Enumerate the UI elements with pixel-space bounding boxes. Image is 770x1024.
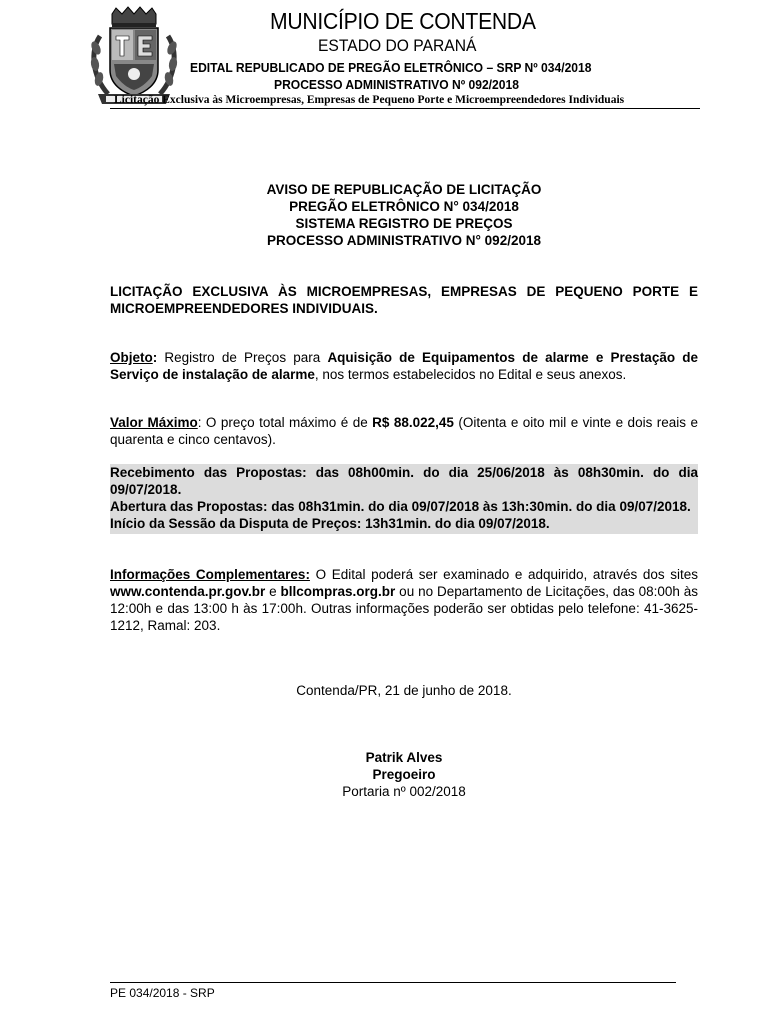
valor-pre: : O preço total máximo é de [197,415,373,430]
dates-highlight-box [110,464,698,534]
site-bllcompras-link[interactable]: bllcompras.org.br [280,584,396,599]
title-line-3: SISTEMA REGISTRO DE PREÇOS [295,216,513,231]
footer-text: PE 034/2018 - SRP [110,986,215,1000]
signer-name: Patrik Alves [365,750,443,765]
signer-role: Pregoeiro [372,767,436,782]
header-divider [110,108,700,109]
objeto-post: , nos termos estabelecidos no Edital e seus anexos. [314,367,627,382]
site-contenda-link[interactable]: www.contenda.pr.gov.br [110,584,266,599]
header-processo: PROCESSO ADMINISTRATIVO Nº 092/2018 [274,77,519,92]
recebimento-line: Recebimento das Propostas: das 08h00min. do dia 25/06/2018 às 08h30min. do dia 09/07/2018. [110,465,698,497]
title-line-4: PROCESSO ADMINISTRATIVO N° 092/2018 [267,233,541,248]
inicio-line: Início da Sessão da Disputa de Preços: 13h31min. do dia 09/07/2018. [110,516,550,531]
header-exclusiva: Licitação Exclusiva às Microempresas, Empresas de Pequeno Porte e Microempreendedores Individuais [114,94,625,106]
objeto-sep: : [152,350,158,365]
header-edital: EDITAL REPUBLICADO DE PREGÃO ELETRÔNICO – SRP Nº 034/2018 [190,60,592,75]
exclusiva-paragraph: LICITAÇÃO EXCLUSIVA ÀS MICROEMPRESAS, EMPRESAS DE PEQUENO PORTE E MICROEMPREENDEDORES INDIVIDUAIS. [110,284,698,316]
abertura-line: Abertura das Propostas: das 08h31min. do dia 09/07/2018 às 13h:30min. do dia 09/07/2018. [110,499,691,514]
info-mid: e [265,584,281,599]
valor-label: Valor Máximo [110,415,198,430]
info-label: Informações Complementares: [110,567,310,582]
info-pre: O Edital poderá ser examinado e adquirido, através dos sites [309,567,698,582]
signature-block [110,749,698,800]
header-municipio: MUNICÍPIO DE CONTENDA [270,8,536,34]
valor-paragraph [110,414,698,448]
objeto-paragraph [110,349,698,383]
objeto-pre: Registro de Preços para [157,350,328,365]
signer-portaria: Portaria nº 002/2018 [342,784,466,799]
valor-amount: R$ 88.022,45 [372,415,454,430]
municipal-coat-of-arms-icon [86,6,182,108]
title-line-1: AVISO DE REPUBLICAÇÃO DE LICITAÇÃO [266,182,542,197]
header-estado: ESTADO DO PARANÁ [318,36,477,55]
place-date: Contenda/PR, 21 de junho de 2018. [296,683,512,698]
info-post: ou no Departamento de Licitações, das 08:00h às 12:00h e das 13:00 h às 17:00h. Outras informações poderão ser obtidas pelo telefone: 41-3625-1212, Ramal: 203. [110,584,698,633]
info-paragraph [110,566,698,634]
notice-title [110,181,698,249]
objeto-label: Objeto [110,350,153,365]
footer-divider [110,982,676,983]
objeto-bold: Aquisição de Equipamentos de alarme e Prestação de Serviço de instalação de alarme [110,350,699,382]
valor-post: (Oitenta e oito mil e vinte e dois reais e quarenta e cinco centavos). [110,415,698,447]
title-line-2: PREGÃO ELETRÔNICO N° 034/2018 [289,199,519,214]
